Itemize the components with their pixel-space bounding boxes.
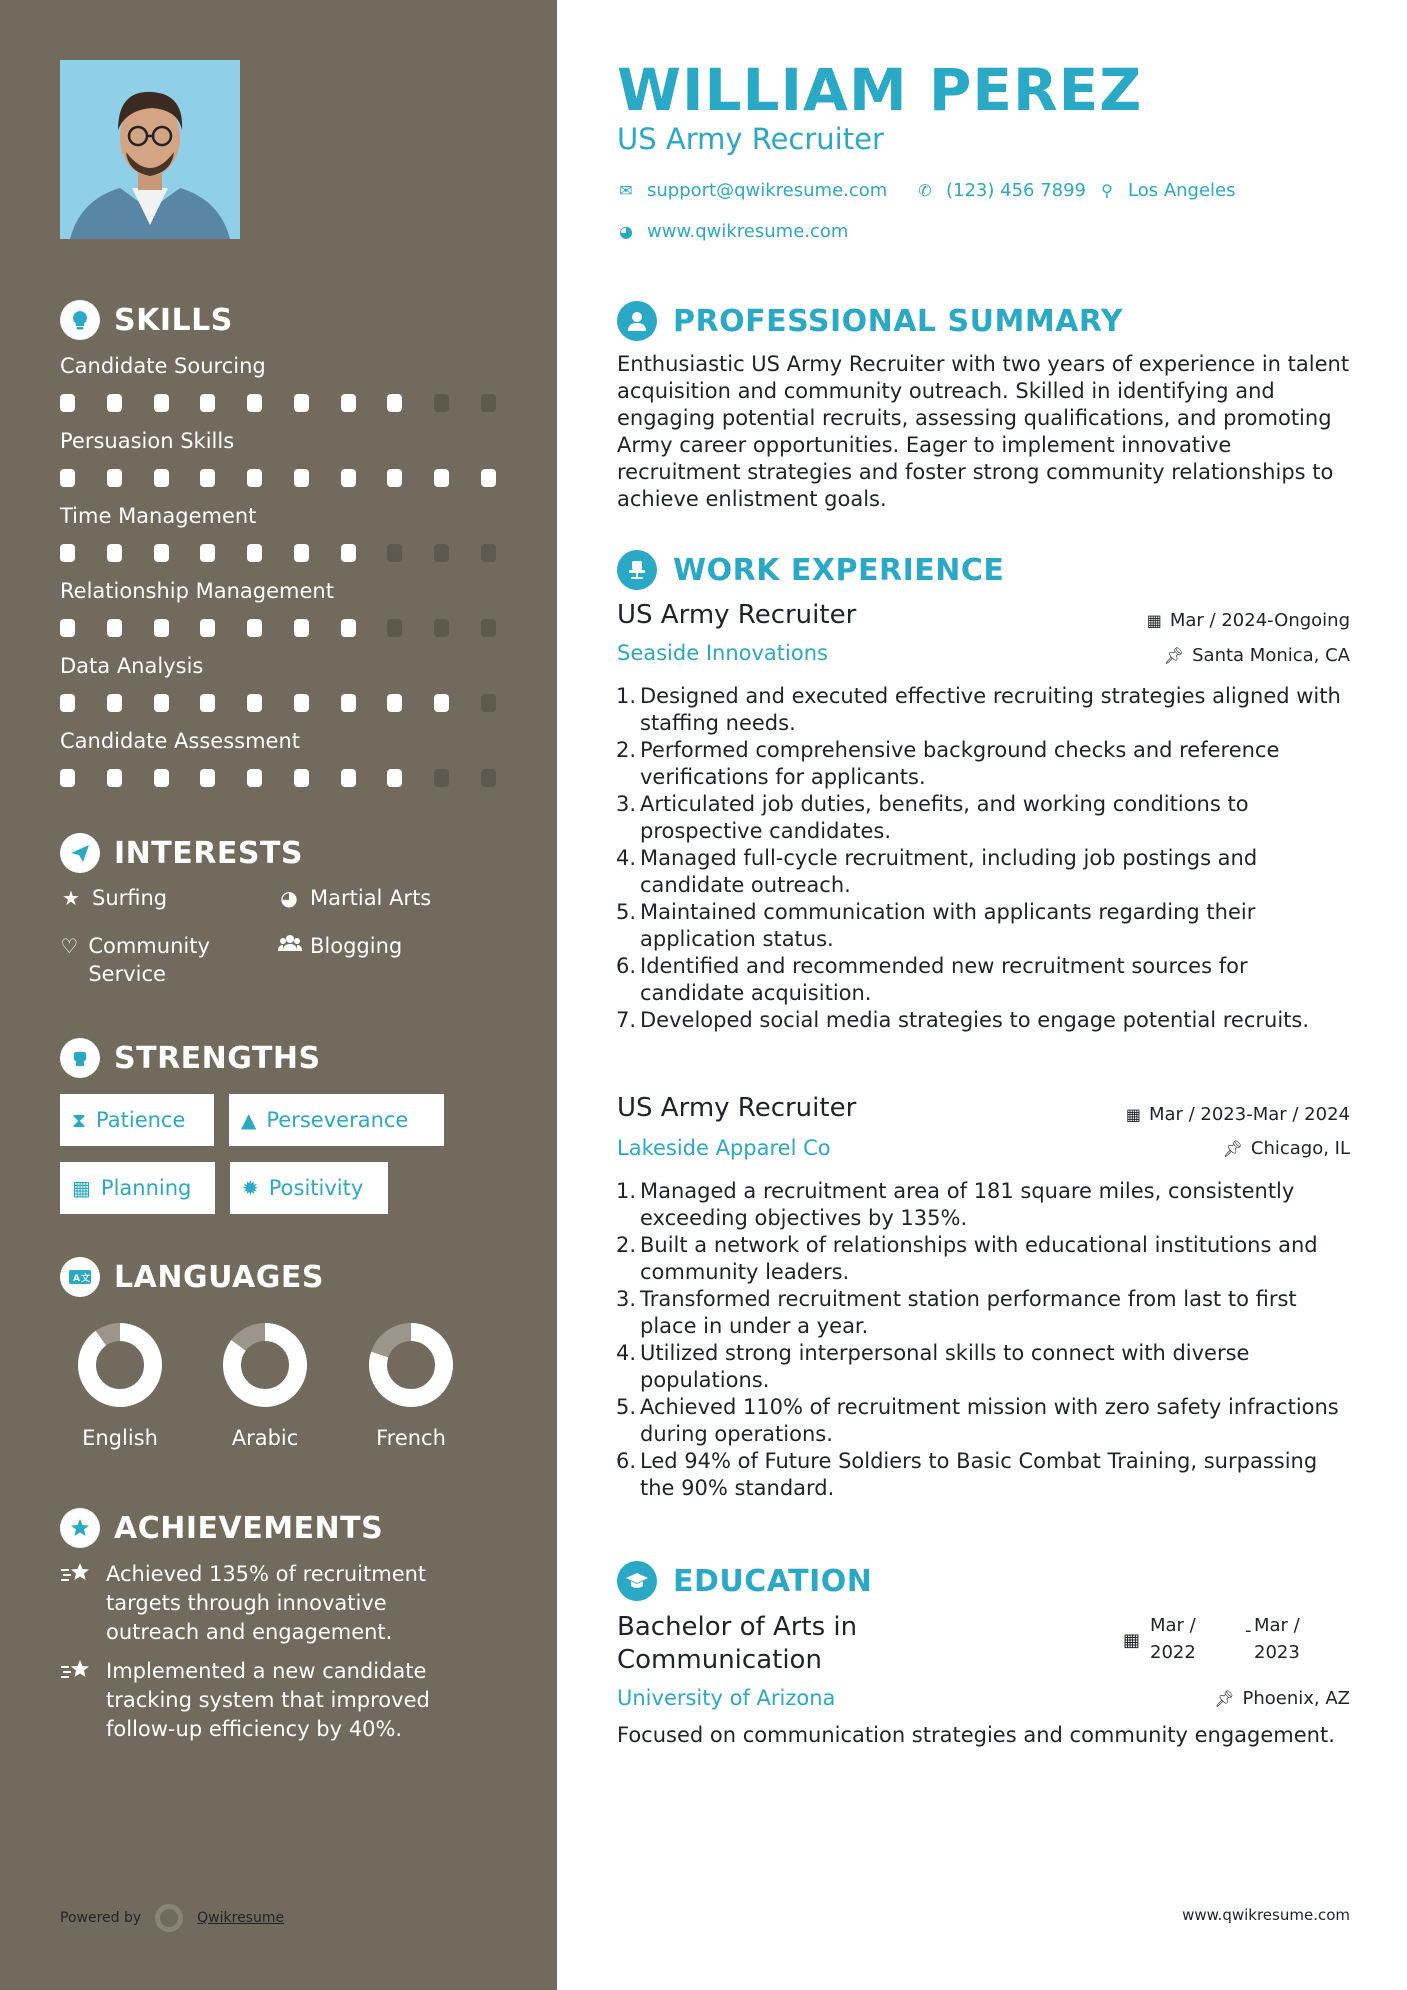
calendar-icon: ▦ [1125, 1105, 1141, 1124]
skill-rating-dot [294, 694, 309, 712]
job-location [1164, 645, 1350, 666]
skill-rating-dot [481, 394, 496, 412]
user-icon [617, 301, 657, 341]
duty-text: Performed comprehensive background checks and reference verifications for applicants. [640, 738, 1280, 789]
edu-start-month: Mar / [1150, 1615, 1196, 1636]
location-text: Los Angeles [1128, 180, 1236, 201]
duty-text: Managed full-cycle recruitment, including job postings and candidate outreach. [640, 846, 1258, 897]
summary-text: Enthusiastic US Army Recruiter with two years of experience in talent acquisition and community outreach. Skilled in identifying and engaging potential recruits, assessing qualifications, and promoting Army career opportunities. Eager to implement innovative recruitment strategies and foster strong community relationships to achieve enlistment goals. [617, 352, 1350, 511]
skill-item [60, 727, 500, 787]
skill-rating-dot [60, 769, 75, 787]
skill-name: Candidate Assessment [60, 729, 301, 753]
edu-location [1214, 1688, 1350, 1709]
language-proficiency-ring [220, 1320, 310, 1410]
skill-item [60, 577, 500, 637]
skill-rating-dot [341, 469, 356, 487]
duty-number: 1. [615, 684, 636, 708]
skill-rating-dot [247, 769, 262, 787]
calendar-icon: ▦ [1123, 1630, 1141, 1651]
summary-heading [617, 301, 1123, 341]
language-icon [60, 1257, 100, 1297]
duty-number: 5. [615, 1395, 636, 1419]
edu-end-date [1254, 1612, 1300, 1666]
footer-website[interactable]: www.qwikresume.com [1182, 1906, 1350, 1924]
contact-location [1098, 180, 1236, 201]
duty-item [612, 1394, 1357, 1448]
website-text: www.qwikresume.com [647, 221, 849, 242]
achievement-item [60, 1657, 480, 1744]
skill-rating-dot [434, 769, 449, 787]
experience-heading [617, 550, 1004, 590]
skill-rating-dot [60, 694, 75, 712]
strength-label: Patience [96, 1108, 186, 1132]
degree-line-2: Communication [617, 1645, 822, 1675]
duty-text: Managed a recruitment area of 181 square miles, consistently exceeding objectives by 135%. [640, 1179, 1295, 1230]
skill-rating-dot [247, 469, 262, 487]
skill-rating-dot [154, 544, 169, 562]
skill-rating [60, 619, 496, 637]
skill-rating-dot [341, 394, 356, 412]
strengths-heading-text: STRENGTHS [114, 1040, 321, 1076]
language-item [336, 1320, 486, 1450]
trophy-star-icon [60, 1508, 100, 1548]
skill-rating-dot [200, 619, 215, 637]
skill-rating-dot [200, 769, 215, 787]
skill-rating-dot [387, 469, 402, 487]
powered-by [60, 1904, 284, 1932]
duty-text: Built a network of relationships with educational institutions and community leaders. [640, 1233, 1318, 1284]
skill-item [60, 427, 500, 487]
skill-rating-dot [481, 469, 496, 487]
skill-rating-dot [341, 544, 356, 562]
users-icon [278, 932, 300, 960]
pin-icon: 📌︎ [1214, 1689, 1235, 1708]
achievements-heading-text: ACHIEVEMENTS [114, 1510, 384, 1546]
duty-number: 4. [615, 846, 636, 870]
skills-heading [60, 300, 233, 340]
calendar-icon: ▦ [1146, 611, 1162, 630]
skill-rating-dot [481, 694, 496, 712]
duty-text: Led 94% of Future Soldiers to Basic Combat Training, surpassing the 90% standard. [640, 1449, 1318, 1500]
duty-text: Developed social media strategies to engage potential recruits. [640, 1008, 1310, 1032]
skill-name: Persuasion Skills [60, 429, 235, 453]
duty-text: Identified and recommended new recruitment sources for candidate acquisition. [640, 954, 1248, 1005]
skill-rating-dot [154, 619, 169, 637]
skill-rating-dot [107, 619, 122, 637]
education-heading-text: EDUCATION [673, 1563, 873, 1599]
skill-rating-dot [387, 769, 402, 787]
powered-by-label: Powered by [60, 1910, 142, 1926]
skill-rating-dot [434, 619, 449, 637]
duty-item [612, 737, 1357, 791]
contact-website[interactable] [617, 221, 848, 242]
skill-rating-dot [247, 544, 262, 562]
envelope-icon: ✉ [619, 181, 633, 200]
strength-chip [230, 1162, 388, 1214]
shooting-star-icon [60, 1657, 94, 1744]
edu-start-year: 2022 [1150, 1642, 1196, 1663]
lightbulb-icon [60, 300, 100, 340]
achievement-item [60, 1560, 480, 1647]
languages-heading [60, 1257, 324, 1297]
duty-item [612, 899, 1357, 953]
paper-plane-icon [60, 833, 100, 873]
skill-rating-dot [107, 694, 122, 712]
achievement-text: Achieved 135% of recruitment targets through innovative outreach and engagement. [106, 1562, 427, 1644]
skill-rating-dot [294, 394, 309, 412]
job-dates [1147, 610, 1350, 631]
skill-rating-dot [154, 769, 169, 787]
duty-text: Maintained communication with applicants regarding their application status. [640, 900, 1256, 951]
skill-rating-dot [200, 469, 215, 487]
job-dates-text: Mar / 2023-Mar / 2024 [1148, 1104, 1350, 1125]
skill-rating-dot [200, 694, 215, 712]
language-item [45, 1320, 195, 1450]
interest-label: Blogging [310, 934, 403, 958]
skill-rating [60, 769, 496, 787]
skill-rating-dot [200, 544, 215, 562]
skill-rating-dot [341, 619, 356, 637]
fist-icon [60, 1038, 100, 1078]
duty-number: 6. [615, 954, 636, 978]
skill-rating-dot [60, 394, 75, 412]
skill-rating-dot [154, 694, 169, 712]
interests-heading-text: INTERESTS [114, 835, 303, 871]
skill-rating-dot [60, 544, 75, 562]
skill-rating-dot [154, 469, 169, 487]
edu-date-dash: - [1245, 1620, 1252, 1641]
interest-item [60, 884, 167, 912]
duty-number: 1. [615, 1179, 636, 1203]
skill-item [60, 502, 500, 562]
strength-label: Planning [100, 1176, 192, 1200]
skill-rating-dot [434, 469, 449, 487]
skill-rating [60, 544, 496, 562]
map-pin-icon: ⚲ [1101, 181, 1113, 200]
skill-rating-dot [481, 769, 496, 787]
job-duties-list [612, 683, 1357, 1034]
skill-rating-dot [294, 619, 309, 637]
phone-icon: ✆ [918, 181, 932, 200]
job-company: Lakeside Apparel Co [617, 1136, 831, 1160]
interest-label: Surfing [92, 886, 168, 910]
edu-start-date [1150, 1612, 1196, 1666]
strength-chip [229, 1094, 444, 1146]
globe-icon: ◕ [619, 222, 633, 241]
duty-item [612, 1007, 1357, 1034]
interest-item [60, 932, 260, 988]
skill-item [60, 352, 500, 412]
skill-rating-dot [107, 469, 122, 487]
skill-name: Data Analysis [60, 654, 204, 678]
skill-rating-dot [434, 394, 449, 412]
heart-outline-icon: ♡ [60, 934, 79, 958]
skill-item [60, 652, 500, 712]
duty-item [612, 953, 1357, 1007]
skill-rating-dot [341, 694, 356, 712]
job-location-text: Santa Monica, CA [1192, 645, 1350, 666]
duty-item [612, 683, 1357, 737]
interest-label: Martial Arts [310, 886, 432, 910]
duty-number: 2. [615, 1233, 636, 1257]
skill-rating-dot [60, 469, 75, 487]
job-dates-text: Mar / 2024-Ongoing [1169, 610, 1350, 631]
skill-rating-dot [247, 694, 262, 712]
candidate-title: US Army Recruiter [617, 122, 884, 156]
duty-text: Articulated job duties, benefits, and working conditions to prospective candidates. [640, 792, 1249, 843]
duty-item [612, 1178, 1357, 1232]
summary-heading-text: PROFESSIONAL SUMMARY [673, 303, 1124, 339]
hourglass-icon: ⧗ [72, 1108, 87, 1132]
edu-location-text: Phoenix, AZ [1242, 1688, 1350, 1709]
strength-chip [60, 1162, 215, 1214]
graduation-cap-icon [617, 1561, 657, 1601]
skill-rating [60, 694, 496, 712]
strength-chip [60, 1094, 214, 1146]
strength-label: Positivity [268, 1176, 364, 1200]
skill-rating-dot [341, 769, 356, 787]
duty-number: 5. [615, 900, 636, 924]
skill-rating-dot [154, 394, 169, 412]
profile-photo-image [60, 60, 240, 239]
experience-heading-text: WORK EXPERIENCE [673, 552, 1005, 588]
degree-line-1: Bachelor of Arts in [617, 1612, 858, 1642]
skill-rating-dot [107, 769, 122, 787]
interest-item [278, 884, 431, 912]
duty-number: 4. [615, 1341, 636, 1365]
duty-number: 7. [615, 1008, 636, 1032]
contact-email[interactable] [617, 180, 887, 201]
language-proficiency-ring [75, 1320, 165, 1410]
job-title: US Army Recruiter [617, 600, 857, 630]
shooting-star-icon [60, 1560, 94, 1647]
language-name: English [82, 1426, 158, 1450]
skill-rating-dot [107, 394, 122, 412]
road-icon: ▲ [241, 1108, 257, 1132]
skill-rating-dot [481, 619, 496, 637]
language-name: Arabic [231, 1426, 299, 1450]
duty-item [612, 845, 1357, 899]
duty-item [612, 1340, 1357, 1394]
skill-name: Time Management [60, 504, 257, 528]
education-heading [617, 1561, 872, 1601]
job-location-text: Chicago, IL [1250, 1138, 1350, 1159]
duty-number: 3. [615, 792, 636, 816]
skill-rating-dot [294, 769, 309, 787]
strengths-heading [60, 1038, 321, 1078]
duty-text: Achieved 110% of recruitment mission with zero safety infractions during operations. [640, 1395, 1339, 1446]
duty-number: 2. [615, 738, 636, 762]
calendar-icon: ▦ [72, 1176, 91, 1200]
skill-rating [60, 469, 496, 487]
language-proficiency-ring [366, 1320, 456, 1410]
edu-end-year: 2023 [1254, 1642, 1300, 1663]
star-icon: ★ [62, 886, 80, 910]
pin-icon: 📌︎ [1163, 646, 1185, 665]
achievement-text: Implemented a new candidate tracking system that improved follow-up efficiency by 40%. [106, 1659, 430, 1741]
candidate-name: WILLIAM PEREZ [617, 56, 1143, 124]
duty-item [612, 1448, 1357, 1502]
job-title: US Army Recruiter [617, 1093, 857, 1123]
strength-label: Perseverance [266, 1108, 409, 1132]
edu-end-month: Mar / [1254, 1615, 1300, 1636]
duty-number: 3. [615, 1287, 636, 1311]
job-duties-list [612, 1178, 1357, 1502]
skill-rating-dot [434, 694, 449, 712]
sidebar [0, 0, 557, 1990]
skill-name: Candidate Sourcing [60, 354, 266, 378]
education-description: Focused on communication strategies and community engagement. [617, 1723, 1335, 1747]
skill-rating-dot [60, 619, 75, 637]
achievements-heading [60, 1508, 383, 1548]
contact-phone[interactable] [916, 180, 1086, 201]
language-ring-fill [87, 1332, 153, 1398]
skill-name: Relationship Management [60, 579, 334, 603]
email-text: support@qwikresume.com [647, 180, 888, 201]
skill-rating-dot [294, 544, 309, 562]
svg-text:文: 文 [81, 1274, 91, 1284]
languages-heading-text: LANGUAGES [114, 1259, 324, 1295]
language-name: French [376, 1426, 446, 1450]
qwikresume-logo-icon [155, 1904, 183, 1932]
language-item [190, 1320, 340, 1450]
skill-rating-dot [387, 544, 402, 562]
school-name: University of Arizona [617, 1686, 836, 1710]
globe-icon: ◕ [280, 886, 298, 910]
duty-text: Transformed recruitment station performance from last to first place in under a year. [640, 1287, 1297, 1338]
interest-label: Community Service [88, 934, 210, 986]
duty-text: Designed and executed effective recruiting strategies aligned with staffing needs. [640, 684, 1341, 735]
duty-item [612, 791, 1357, 845]
degree-title [617, 1611, 857, 1677]
skill-rating-dot [387, 694, 402, 712]
svg-text:A: A [73, 1274, 80, 1284]
profile-photo [60, 60, 240, 239]
duty-item [612, 1286, 1357, 1340]
office-chair-icon [617, 550, 657, 590]
skills-heading-text: SKILLS [114, 302, 233, 338]
skill-rating-dot [434, 544, 449, 562]
sun-icon: ✹ [242, 1176, 259, 1200]
skill-rating-dot [247, 619, 262, 637]
job-location [1223, 1138, 1350, 1159]
brand-link[interactable]: Qwikresume [197, 1910, 285, 1926]
skill-rating-dot [481, 544, 496, 562]
skill-rating-dot [387, 619, 402, 637]
skill-rating-dot [387, 394, 402, 412]
phone-text: (123) 456 7899 [946, 180, 1087, 201]
pin-icon: 📌︎ [1222, 1139, 1243, 1158]
interests-heading [60, 833, 303, 873]
duty-item [612, 1232, 1357, 1286]
skill-rating [60, 394, 496, 412]
skill-rating-dot [200, 394, 215, 412]
duty-number: 6. [615, 1449, 636, 1473]
skill-rating-dot [107, 544, 122, 562]
duty-text: Utilized strong interpersonal skills to connect with diverse populations. [640, 1341, 1250, 1392]
job-company: Seaside Innovations [617, 641, 828, 665]
job-dates [1126, 1104, 1350, 1125]
skill-rating-dot [247, 394, 262, 412]
skill-rating-dot [294, 469, 309, 487]
interest-item [278, 932, 402, 960]
